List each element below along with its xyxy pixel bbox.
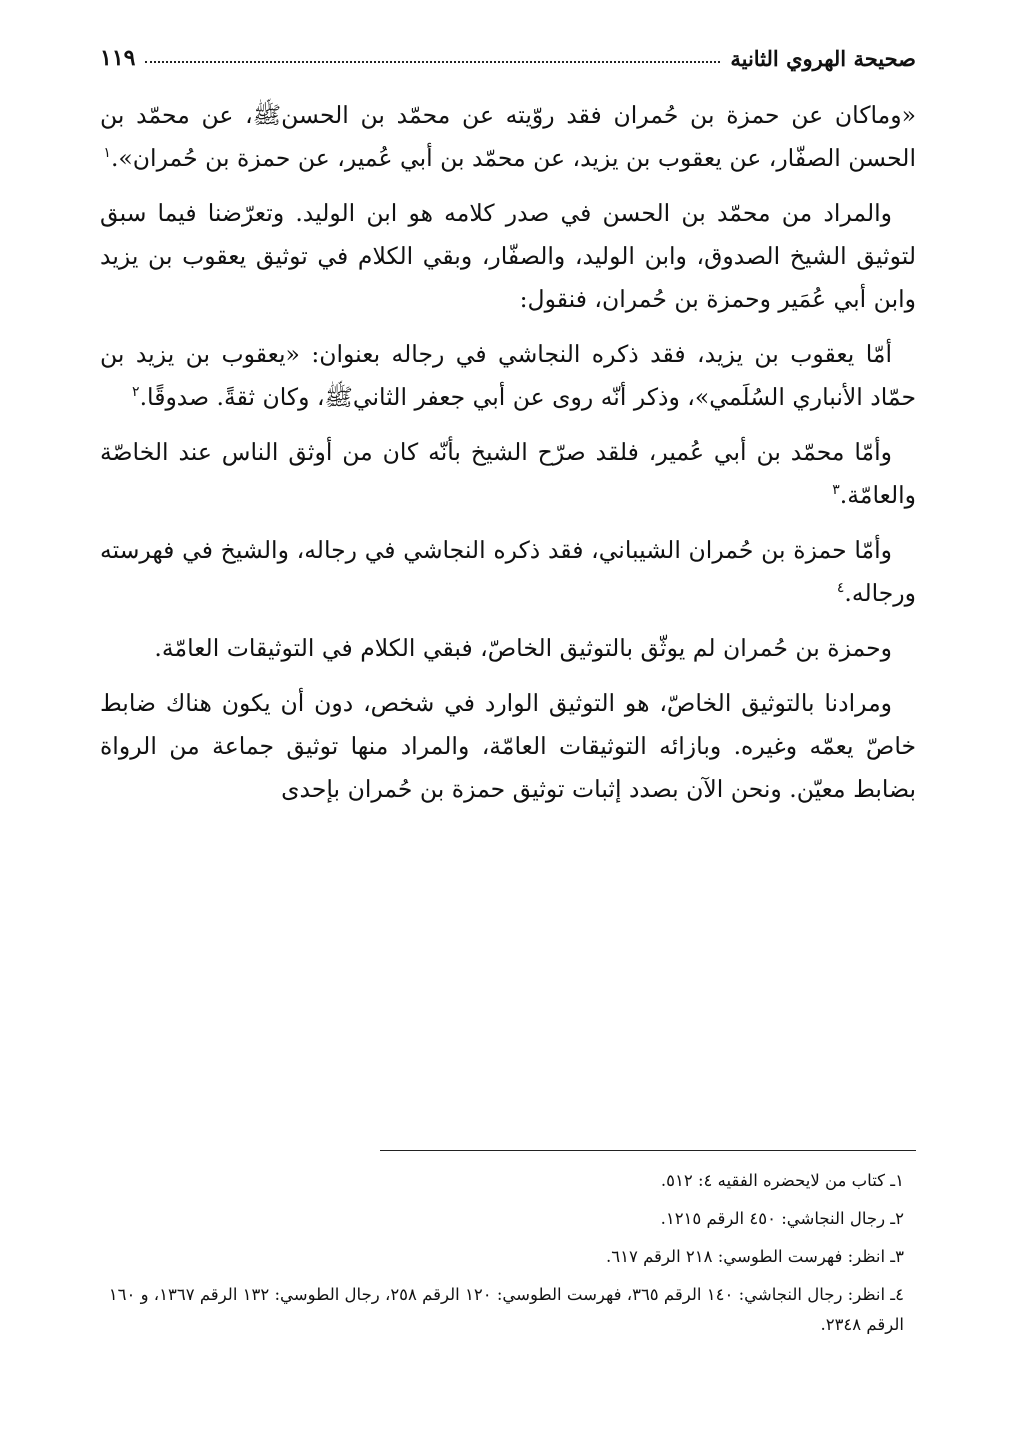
page-number: ١١٩ xyxy=(100,45,136,71)
dotted-leader xyxy=(145,61,720,63)
running-title: صحيحة الهروي الثانية xyxy=(730,45,916,71)
paragraph-4: وأمّا محمّد بن أبي عُمير، فلقد صرّح الشيخ بأنّه كان من أوثق الناس عند الخاصّة والعامّة.$^٣$ xyxy=(100,438,916,509)
paragraph-3: أمّا يعقوب بن يزيد، فقد ذكره النجاشي في رجاله بعنوان: «يعقوب بن يزيد بن حمّاد الأنباري السُلَمي»، وذكر أنّه روى عن أبي جعفر الثانيﷺ، وكان ثقةً. صدوقًا.$^٢$ xyxy=(100,340,916,411)
footnote-1: ١ـ كتاب من لايحضره الفقيه ٤: ٥١٢. xyxy=(660,1171,904,1190)
running-header xyxy=(100,40,916,76)
footnote-2: ٢ـ رجال النجاشي: ٤٥٠ الرقم ١٢١٥. xyxy=(660,1209,904,1228)
footnotes xyxy=(100,1166,916,1382)
footnote-ref-3: ٣ xyxy=(832,482,840,499)
footnote-separator xyxy=(380,1150,916,1151)
paragraph-6: وحمزة بن حُمران لم يوثّق بالتوثيق الخاصّ، فبقي الكلام في التوثيقات العامّة. xyxy=(154,634,892,662)
footnote-ref-4: ٤ xyxy=(836,580,845,597)
footnote-4: ٤ـ انظر: رجال النجاشي: ١٤٠ الرقم ٣٦٥، فهرست الطوسي: ١٢٠ الرقم ٢٥٨، رجال الطوسي: ١٣٢ الرقم ١٣٦٧، و ١٦٠ الرقم ٢٣٤٨. xyxy=(108,1285,904,1334)
footnote-3: ٣ـ انظر: فهرست الطوسي: ٢١٨ الرقم ٦١٧. xyxy=(605,1247,904,1266)
main-text xyxy=(100,94,916,1124)
paragraph-2: والمراد من محمّد بن الحسن في صدر كلامه هو ابن الوليد. وتعرّضنا فيما سبق لتوثيق الشيخ الصدوق، وابن الوليد، والصفّار، وبقي الكلام في توثيق يعقوب بن يزيد وابن أبي عُمَير وحمزة بن حُمران، فنقول: xyxy=(100,199,916,313)
paragraph-7: ومرادنا بالتوثيق الخاصّ، هو التوثيق الوارد في شخص، دون أن يكون هناك ضابط خاصّ يعمّه وغيره. وبازائه التوثيقات العامّة، والمراد منها توثيق جماعة من الرواة بضابط معيّن. ونحن الآن بصدد إثبات توثيق حمزة بن حُمران بإحدى xyxy=(100,689,916,803)
paragraph-5: وأمّا حمزة بن حُمران الشيباني، فقد ذكره النجاشي في رجاله، والشيخ في فهرسته ورجاله.$^٤$ xyxy=(100,536,916,607)
footnote-ref-1: ١ xyxy=(103,145,111,162)
paragraph-1: «وماكان عن حمزة بن حُمران فقد روّيته عن محمّد بن الحسنﷺ، عن محمّد بن الحسن الصفّار، عن يعقوب بن يزيد، عن محمّد بن أبي عُمير، عن حمزة بن حُمران».$^١$ xyxy=(100,101,916,172)
footnote-ref-2: ٢ xyxy=(132,384,140,401)
